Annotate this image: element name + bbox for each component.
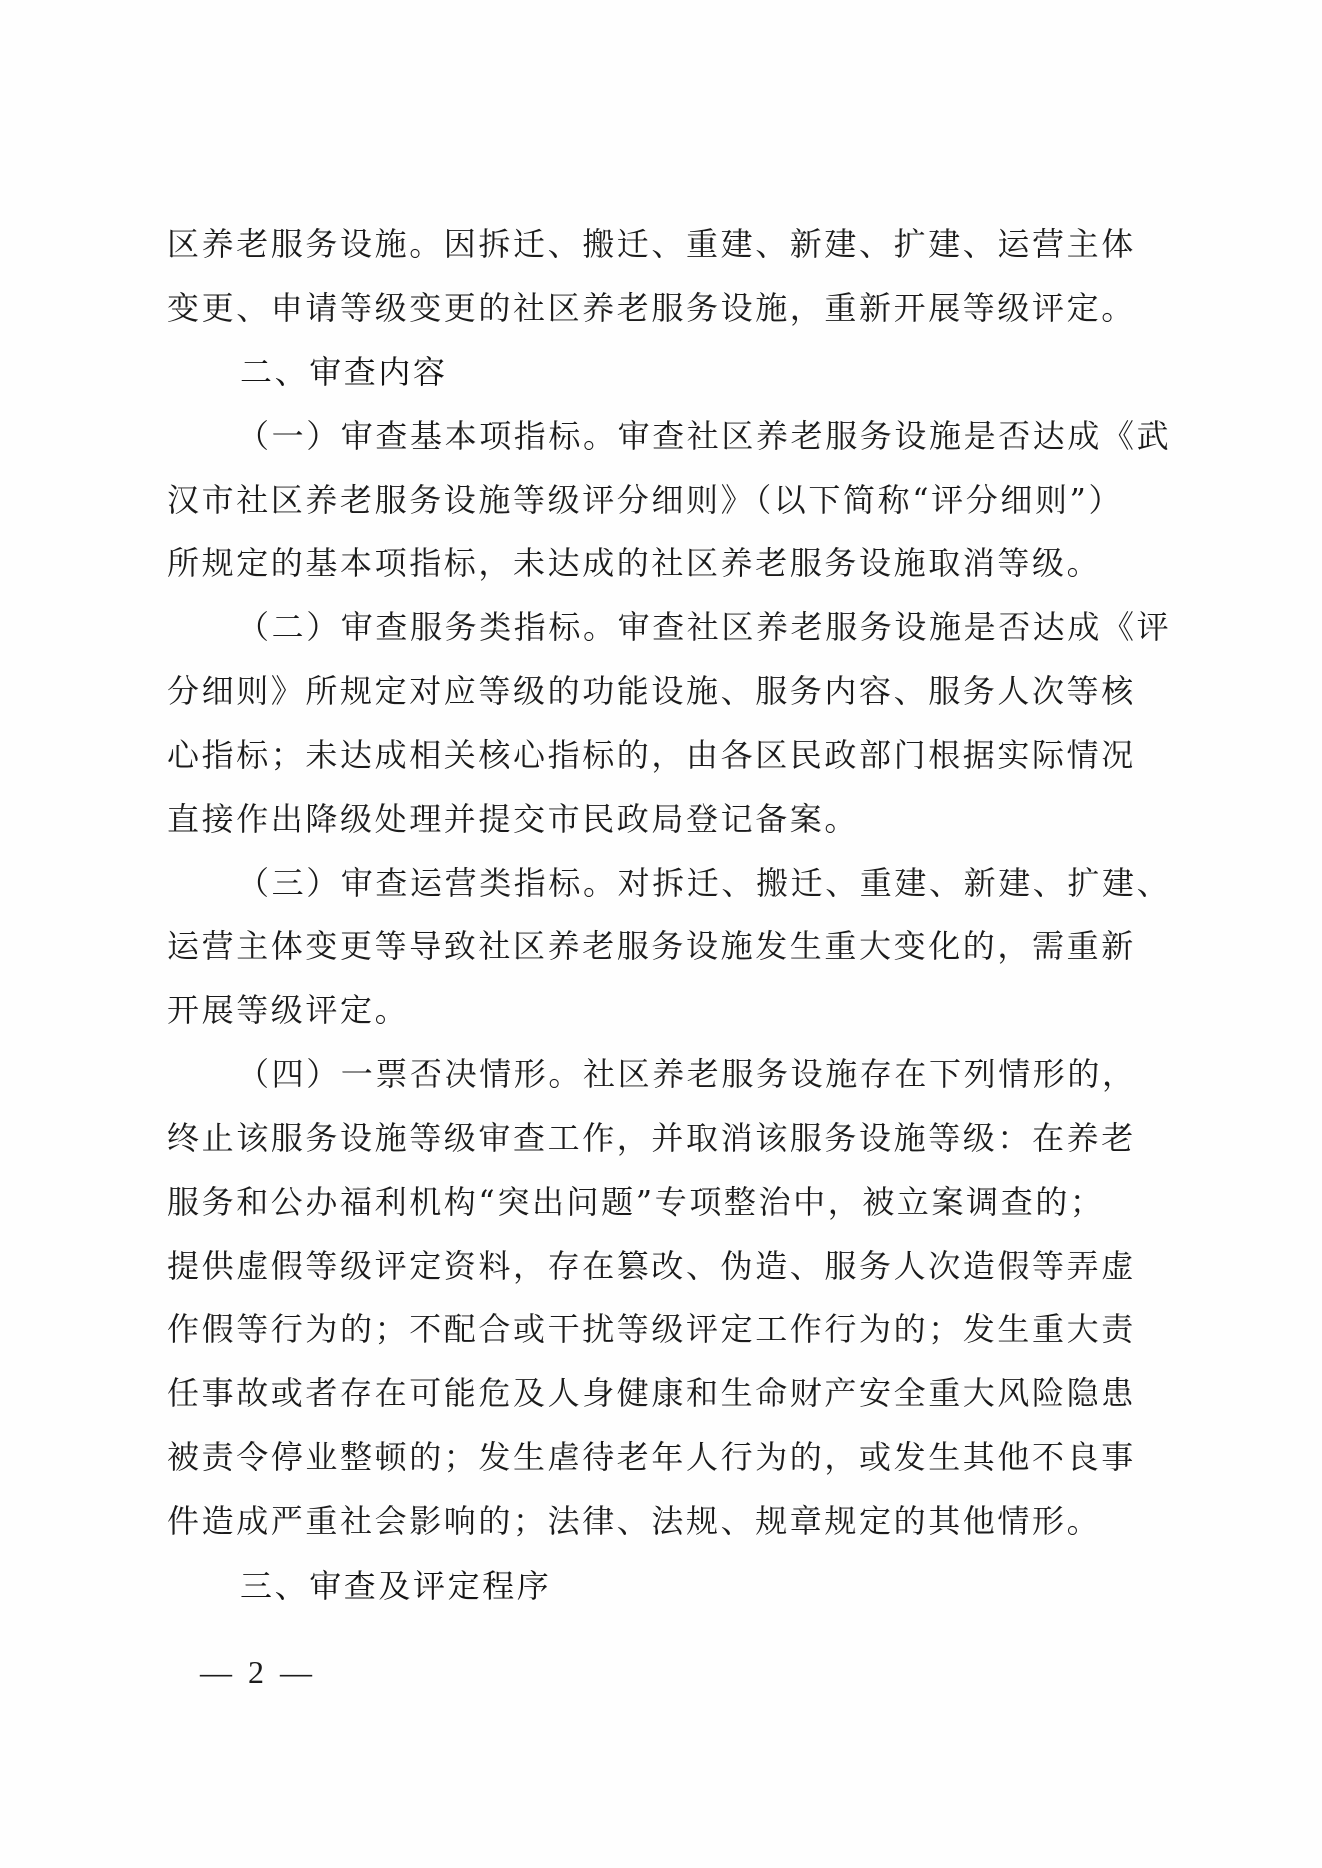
body-line: 提供虚假等级评定资料，存在篡改、伪造、服务人次造假等弄虚 <box>167 1247 1136 1285</box>
section-heading: 二、审查内容 <box>240 353 448 391</box>
paragraph-first-line: （一）审查基本项指标。审查社区养老服务设施是否达成《武 <box>237 417 1172 455</box>
paragraph-first-line: （三）审查运营类指标。对拆迁、搬迁、重建、新建、扩建、 <box>237 864 1172 902</box>
paragraph-first-line: （二）审查服务类指标。审查社区养老服务设施是否达成《评 <box>237 608 1172 646</box>
body-line: 开展等级评定。 <box>167 991 410 1029</box>
body-line: 分细则》所规定对应等级的功能设施、服务内容、服务人次等核 <box>167 672 1136 710</box>
body-line: 运营主体变更等导致社区养老服务设施发生重大变化的，需重新 <box>167 927 1136 965</box>
body-line: 件造成严重社会影响的；法律、法规、规章规定的其他情形。 <box>167 1502 1102 1540</box>
body-line: 心指标；未达成相关核心指标的，由各区民政部门根据实际情况 <box>167 736 1136 774</box>
body-line: 汉市社区养老服务设施等级评分细则》（以下简称“评分细则”） <box>167 481 1124 519</box>
body-line: 终止该服务设施等级审查工作，并取消该服务设施等级：在养老 <box>167 1119 1136 1157</box>
body-line: 直接作出降级处理并提交市民政局登记备案。 <box>167 800 860 838</box>
body-line: 服务和公办福利机构“突出问题”专项整治中，被立案调查的； <box>167 1183 1105 1221</box>
body-line: 所规定的基本项指标，未达成的社区养老服务设施取消等级。 <box>167 544 1102 582</box>
paragraph-first-line: （四）一票否决情形。社区养老服务设施存在下列情形的， <box>237 1055 1137 1093</box>
body-line: 被责令停业整顿的；发生虐待老年人行为的，或发生其他不良事 <box>167 1438 1136 1476</box>
section-heading: 三、审查及评定程序 <box>240 1567 552 1605</box>
body-line: 作假等行为的；不配合或干扰等级评定工作行为的；发生重大责 <box>167 1310 1136 1348</box>
body-line: 变更、申请等级变更的社区养老服务设施，重新开展等级评定。 <box>167 289 1136 327</box>
body-line: 任事故或者存在可能危及人身健康和生命财产安全重大风险隐患 <box>167 1374 1136 1412</box>
body-line: 区养老服务设施。因拆迁、搬迁、重建、新建、扩建、运营主体 <box>167 225 1136 263</box>
page-number: — 2 — <box>200 1654 316 1690</box>
